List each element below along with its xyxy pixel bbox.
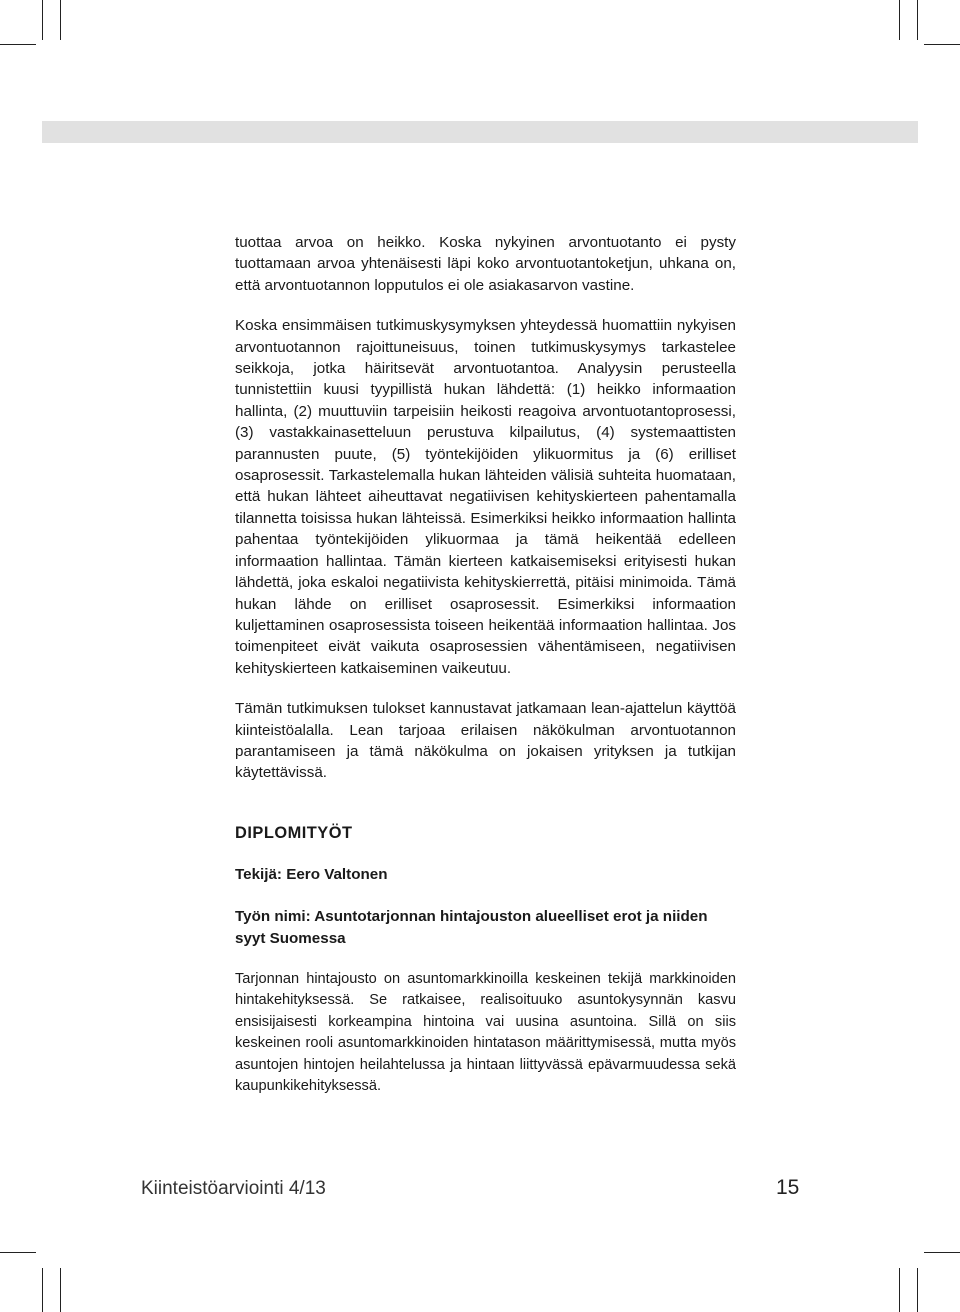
body-paragraph: tuottaa arvoa on heikko. Koska nykyinen arvontuotanto ei pysty tuottamaan arvoa yhtenäisesti läpi koko arvontuotantoketjun, uhkana on, että arvontuotannon lopputulos ei ole asiakasarvon vastine. bbox=[235, 234, 736, 294]
crop-mark bbox=[42, 1268, 43, 1312]
section-heading: DIPLOMITYÖT bbox=[235, 823, 353, 842]
crop-mark bbox=[917, 0, 918, 40]
body-paragraph: Tämän tutkimuksen tulokset kannustavat jatkamaan lean-ajattelun käyttöä kiinteistöalalla. Lean tarjoaa erilaisen näkökulman arvontuotannon parantamiseen ja tämä näkökulma on jokaisen yrityksen ja tutkijan käytettävissä. bbox=[235, 700, 736, 782]
crop-mark bbox=[60, 1268, 61, 1312]
crop-mark bbox=[899, 1268, 900, 1312]
thesis-title: Työn nimi: Asuntotarjonnan hintajouston alueelliset erot ja niiden syyt Suomessa bbox=[235, 908, 708, 947]
crop-mark bbox=[60, 0, 61, 40]
thesis-author: Tekijä: Eero Valtonen bbox=[235, 865, 388, 883]
crop-mark bbox=[899, 0, 900, 40]
crop-mark bbox=[42, 0, 43, 40]
crop-mark bbox=[0, 1252, 36, 1253]
crop-mark bbox=[0, 44, 36, 45]
page-number: 15 bbox=[776, 1176, 800, 1199]
thesis-abstract: Tarjonnan hintajousto on asuntomarkkinoilla keskeinen tekijä markkinoiden hintakehityksessä. Se ratkaisee, realisoituuko asuntokysynnän kasvu ensisijaisesti korkeampina hintoina vai uusina asuntoina. Sillä on siis keskeinen rooli asuntomarkkinoiden hintatason määrittymisessä, mutta myös asuntojen hintojen heilahtelussa ja hintaan liittyvässä epävarmuudessa sekä kaupunkikehityksessä. bbox=[235, 970, 736, 1094]
header-band bbox=[42, 121, 918, 143]
body-paragraph: Koska ensimmäisen tutkimuskysymyksen yhteydessä huomattiin nykyisen arvontuotannon rajoittuneisuus, toinen tutkimuskysymys tarkastelee seikkoja, jotka häiritsevät arvontuotantoa. Analyysin perusteella tunnistettiin kuusi tyypillistä hukan lähdettä: (1) heikko informaation hallinta, (2) muuttuviin tarpeisiin heikosti reagoiva arvontuotantoprosessi, (3) vastakkainasetteluun perustuva kilpailutus, (4) systemaattisten parannusten puute, (5) työntekijöiden ylikuormitus ja (6) erilliset osaprosessit. Tarkastelemalla hukan lähteiden välisiä suhteita huomataan, että hukan lähteet aiheuttavat negatiivisen kehityskierteen pahentamalla tilannetta toisissa hukan lähteissä. Esimerkiksi heikko informaation hallinta pahentaa työntekijöiden ylikuormaa ja tämä heikentää edelleen informaation hallintaa. Tämän kierteen katkaisemiseksi erityisesti hukan lähdettä, joka eskaloi negatiivista kehityskierrettä, pitäisi minimoida. Tämä hukan lähde on erilliset osaprosessit. Esimerkiksi informaation kuljettaminen osaprosessista toiseen heikentää informaation hallintaa. Jos toimenpiteet eivät vaikuta osaprosessien vähentämiseen, negatiivisen kehityskierteen katkaiseminen vaikeutuu. bbox=[235, 317, 736, 677]
crop-mark bbox=[924, 44, 960, 45]
crop-mark bbox=[924, 1252, 960, 1253]
publication-name: Kiinteistöarviointi 4/13 bbox=[141, 1178, 326, 1199]
crop-mark bbox=[917, 1268, 918, 1312]
article-content bbox=[235, 232, 736, 1097]
